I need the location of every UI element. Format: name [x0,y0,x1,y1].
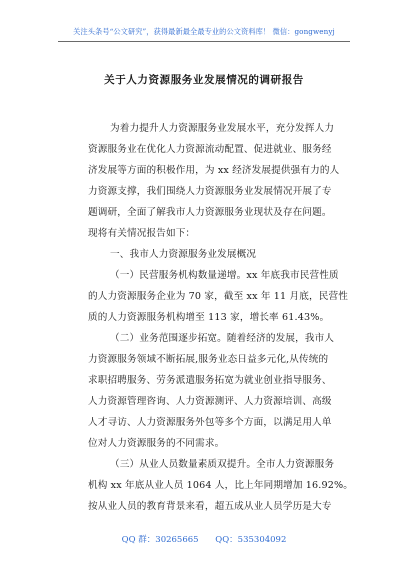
footer-contacts [0,533,408,545]
body-line: 人力资源管理咨询、人力资源测评、人力资源培训、高级 [88,396,332,407]
body-line: 质的人力资源服务机构增至 113 家，增长率 61.43%。 [88,312,330,323]
body-line: 求职招聘服务、劳务派遣服务拓宽为就业创业指导服务、 [88,375,332,386]
header-banner: 关注头条号“公文研究”，获得最新最全最专业的公文资料库！ 微信：gongwenyj [73,27,335,36]
body-line: 济发展等方面的积极作用，为 xx 经济发展提供强有力的人 [88,165,340,176]
header-divider [58,41,350,42]
body-line: （一）民营服务机构数量递增。xx 年底我市民营性质 [110,270,339,281]
body-line: 为着力提升人力资源服务业发展水平，充分发挥人力 [110,123,335,134]
body-line: 资源服务业在优化人力资源流动配置、促进就业、服务经 [88,144,332,155]
body-line: 力资源支撑，我们围绕人力资源服务业发展情况开展了专 [88,186,332,197]
body-line: （二）业务范围逐步拓宽。随着经济的发展，我市人 [110,333,335,344]
body-line: 题调研，全面了解我市人力资源服务业现状及存在问题。 [88,207,332,218]
footer-qq: QQ：535304092 [215,535,287,545]
document-body [88,118,354,517]
body-line: 的人力资源服务企业为 70 家，截至 xx 年 11 月底，民营性 [88,291,348,302]
document-title: 关于人力资源服务业发展情况的调研报告 [104,74,304,86]
body-line: 按从业人员的教育背景来看，超五成从业人员学历是大专 [88,501,332,512]
body-line: 机构 xx 年底从业人员 1064 人，比上年同期增加 16.92%。 [88,480,354,491]
section-heading: 一、我市人力资源服务业发展概况 [110,249,257,260]
body-line: 位对人力资源服务的不同需求。 [88,438,225,449]
body-line: 力资源服务领域不断拓展,服务业态日益多元化,从传统的 [88,354,329,365]
body-line: （三）从业人员数量素质双提升。全市人力资源服务 [110,459,335,470]
footer-qq-group: QQ 群：30265665 [121,535,199,545]
body-line: 现将有关情况报告如下： [88,228,196,239]
body-line: 人才寻访、人力资源服务外包等多个方面，以满足用人单 [88,417,332,428]
